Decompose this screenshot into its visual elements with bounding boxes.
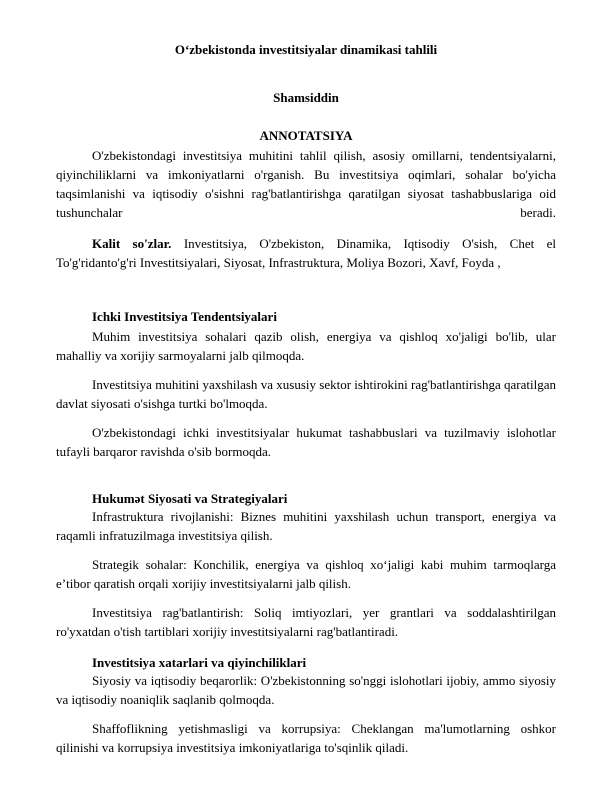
keywords-list: Investitsiya, O'zbekiston, Dinamika, Iqtisodiy O'sish, Chet el To'g'ridanto'g'ri Investitsiyalari, Siyosat, Infrastruktura, Moliya Bozori, Xavf, Foyda , bbox=[56, 236, 557, 270]
section-heading-1: Ichki Investitsiya Tendentsiyalari bbox=[92, 309, 277, 324]
section-1-paragraph-1: Muhim investitsiya sohalari qazib olish, energiya va qishloq xo'jaligi bo'lib, ular mahalliy va xorijiy sarmoyalarni jalb qilmoqda. bbox=[56, 329, 556, 363]
section-2-paragraph-1: Infrastruktura rivojlanishi: Biznes muhitini yaxshilash uchun transport, energiya va raqamli infratuzilmaga investitsiya qilish. bbox=[56, 509, 556, 543]
abstract-text: O'zbekistondagi investitsiya muhitini tahlil qilish, asosiy omillarni, tendentsiyalarni, qiyinchiliklarni va imkoniyatlarni o'rganish. Bu investitsiya oqimlari, sohalar bo'yicha taqsimlanishi va iqtisodiy o'sishni rag'batlantirishga qaratilgan siyosat tashabbuslariga oid tushunchalar beradi. bbox=[56, 148, 556, 220]
section-1-paragraph-2: Investitsiya muhitini yaxshilash va xususiy sektor ishtirokini rag'batlantirishga qaratilgan davlat siyosati o'sishga turtki bo'lmoqda. bbox=[56, 377, 556, 411]
section-3-paragraph-2: Shaffoflikning yetishmasligi va korrupsiya: Cheklangan ma'lumotlarning oshkor qilinishi va korrupsiya investitsiya imkoniyatlariga to'sqinlik qiladi. bbox=[56, 721, 556, 755]
section-2-paragraph-3: Investitsiya rag'batlantirish: Soliq imtiyozlari, yer grantlari va soddalashtirilgan ro'yxatdan o'tish tartiblari xorijiy investitsiyalarni rag'batlantiradi. bbox=[56, 605, 556, 639]
keywords-paragraph bbox=[56, 234, 556, 272]
section-1-paragraph-3: O'zbekistondagi ichki investitsiyalar hukumat tashabbuslari va tuzilmaviy islohotlar tufayli barqaror ravishda o'sib bormoqda. bbox=[56, 425, 556, 459]
keywords-label: Kalit so'zlar. bbox=[92, 236, 172, 251]
abstract-heading: ANNOTATSIYA bbox=[259, 128, 353, 143]
section-3-paragraph-1: Siyosiy va iqtisodiy beqarorlik: O'zbekistonning so'nggi islohotlari ijobiy, ammo siyosiy va iqtisodiy noaniqlik saqlanib qolmoqda. bbox=[56, 673, 556, 707]
section-heading-2: Hukumət Siyosati va Strategiyalari bbox=[92, 491, 288, 506]
section-heading-3: Investitsiya xatarlari va qiyinchiliklari bbox=[92, 655, 307, 670]
author-name: Shamsiddin bbox=[273, 90, 339, 105]
section-2-paragraph-2: Strategik sohalar: Konchilik, energiya va qishloq xo‘jaligi kabi muhim tarmoqlarga eʼtibor qaratish orqali xorijiy investitsiyalarni jalb qilish. bbox=[56, 557, 556, 591]
paper-title: O‘zbekistonda investitsiyalar dinamikasi tahlili bbox=[174, 42, 438, 57]
